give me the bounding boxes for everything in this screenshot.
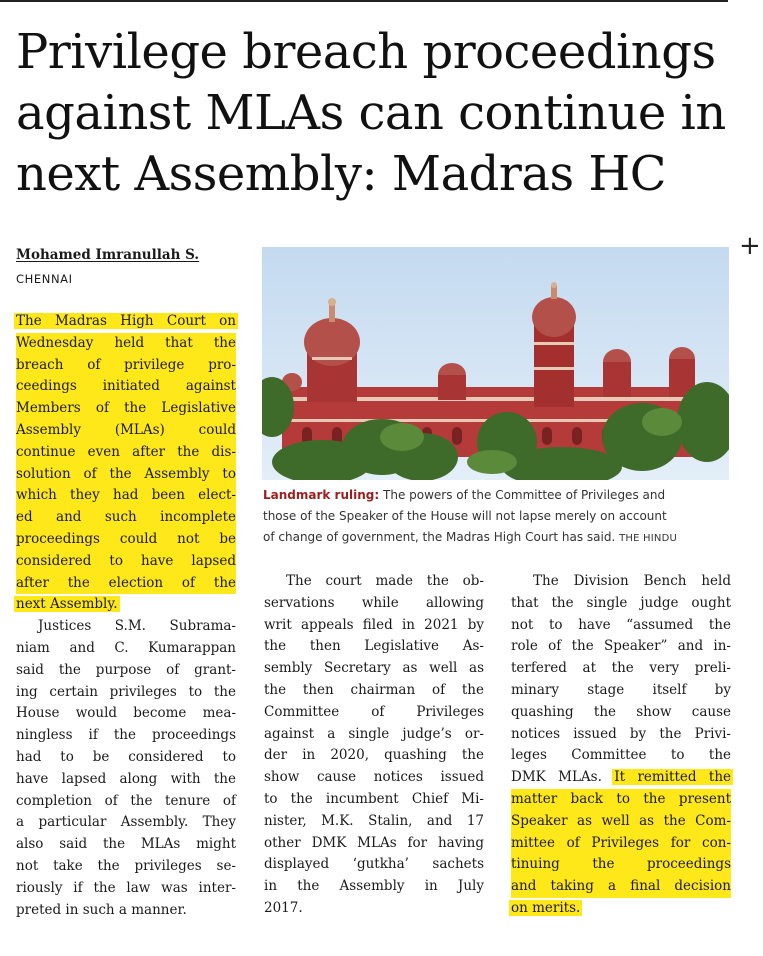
text-line: Justices S.M. Subrama- xyxy=(38,618,236,635)
highlighted-line: after the election of the xyxy=(16,573,236,595)
headline-line: against MLAs can continue in xyxy=(16,85,726,141)
text-line: had to be considered to xyxy=(16,748,236,765)
highlighted-text: next Assembly. xyxy=(16,596,118,613)
text-line: have lapsed along with the xyxy=(16,770,236,787)
plain-text: DMK MLAs. xyxy=(511,769,602,786)
text-line: 2017. xyxy=(264,899,303,916)
highlighted-line: Assembly (MLAs) could xyxy=(16,420,236,442)
court-building-photo xyxy=(262,247,729,480)
byline: Mohamed Imranullah S. xyxy=(16,247,200,263)
article-column-3 xyxy=(511,571,731,920)
text-line: said the purpose of grant- xyxy=(16,661,236,678)
text-line: that the single judge ought xyxy=(511,594,731,611)
text-line: quashing the show cause xyxy=(511,703,731,720)
highlighted-line: breach of privilege pro- xyxy=(16,355,236,377)
text-line: the then chairman of the xyxy=(264,681,484,698)
photo-caption xyxy=(263,485,733,549)
text-line: sembly Secretary as well as xyxy=(264,660,484,677)
highlighted-line: Speaker as well as the Com- xyxy=(511,811,731,833)
dateline: CHENNAI xyxy=(16,272,73,286)
text-line: also said the MLAs might xyxy=(16,836,236,853)
caption-label: Landmark ruling: xyxy=(263,488,380,502)
text-line: other DMK MLAs for having xyxy=(264,834,484,851)
text-line: The Division Bench held xyxy=(533,573,731,589)
text-line: against a single judge’s or- xyxy=(264,725,484,742)
text-line: The court made the ob- xyxy=(286,573,484,589)
text-line: niam and C. Kumarappan xyxy=(16,639,236,656)
text-line: not to have “assumed the xyxy=(511,616,731,633)
text-line: minary stage itself by xyxy=(511,681,731,698)
highlighted-line: ceedings initiated against xyxy=(16,376,236,398)
text-line: notices issued by the Privi- xyxy=(511,725,731,742)
highlighted-line: which they had been elect- xyxy=(16,485,236,507)
caption-line xyxy=(263,485,733,506)
text-line xyxy=(511,898,731,920)
highlighted-line: Wednesday held that the xyxy=(16,333,236,355)
highlighted-line: tinuing the proceedings xyxy=(511,854,731,876)
highlighted-text: It remitted the xyxy=(614,769,731,786)
text-line: a particular Assembly. They xyxy=(16,814,236,831)
article-column-2 xyxy=(264,571,484,920)
text-line: riously if the law was inter- xyxy=(16,879,236,896)
text-line: in the Assembly in July xyxy=(264,878,484,895)
headline xyxy=(16,22,736,205)
highlighted-line: mittee of Privileges for con- xyxy=(511,833,731,855)
text-line: not take the privileges se- xyxy=(16,857,236,874)
caption-line: those of the Speaker of the House will not lapse merely on account xyxy=(263,509,667,523)
highlighted-line: proceedings could not be xyxy=(16,529,236,551)
highlighted-text: on merits. xyxy=(511,899,581,916)
text-line: ing certain privileges to the xyxy=(16,683,236,700)
madras-high-court-building-photo xyxy=(262,247,729,480)
text-line: servations while allowing xyxy=(264,594,484,611)
article-column-1 xyxy=(16,311,236,921)
text-line: Committee of Privileges xyxy=(264,703,484,720)
text-line: to the incumbent Chief Mi- xyxy=(264,790,484,807)
text-line xyxy=(16,594,236,616)
highlighted-line: ed and such incomplete xyxy=(16,507,236,529)
text-line: show cause notices issued xyxy=(264,769,484,786)
text-line: completion of the tenure of xyxy=(16,792,236,809)
text-line: nister, M.K. Stalin, and 17 xyxy=(264,812,484,829)
photo-credit: THE HINDU xyxy=(619,533,678,544)
plus-icon: + xyxy=(739,231,761,261)
highlighted-line: Members of the Legislative xyxy=(16,398,236,420)
text-line: the then Legislative As- xyxy=(264,638,484,655)
headline-line: Privilege breach proceedings xyxy=(16,24,716,80)
text-line: House would become mea- xyxy=(16,705,236,722)
text-line: preted in such a manner. xyxy=(16,901,187,918)
caption-line xyxy=(263,527,733,549)
text-line xyxy=(16,311,236,333)
top-rule xyxy=(0,0,728,2)
highlighted-line: and taking a final decision xyxy=(511,876,731,898)
highlighted-line: continue even after the dis- xyxy=(16,442,236,464)
caption-text: of change of government, the Madras High Court has said. xyxy=(263,530,616,544)
caption-text: The powers of the Committee of Privileges and xyxy=(383,488,666,502)
text-line: ningless if the proceedings xyxy=(16,727,236,744)
highlighted-line: matter back to the present xyxy=(511,789,731,811)
text-line: role of the Speaker” and in- xyxy=(511,638,731,655)
highlighted-text: The Madras High Court on xyxy=(16,313,236,329)
highlighted-line: considered to have lapsed xyxy=(16,551,236,573)
highlighted-line: solution of the Assembly to xyxy=(16,464,236,486)
text-line xyxy=(511,767,731,789)
text-line: der in 2020, quashing the xyxy=(264,747,484,764)
text-line: displayed ‘gutkha’ sachets xyxy=(264,856,484,873)
text-line: terfered at the very preli- xyxy=(511,660,731,677)
headline-line: next Assembly: Madras HC xyxy=(16,146,666,202)
text-line: leges Committee to the xyxy=(511,747,731,764)
text-line: writ appeals filed in 2021 by xyxy=(264,616,484,633)
